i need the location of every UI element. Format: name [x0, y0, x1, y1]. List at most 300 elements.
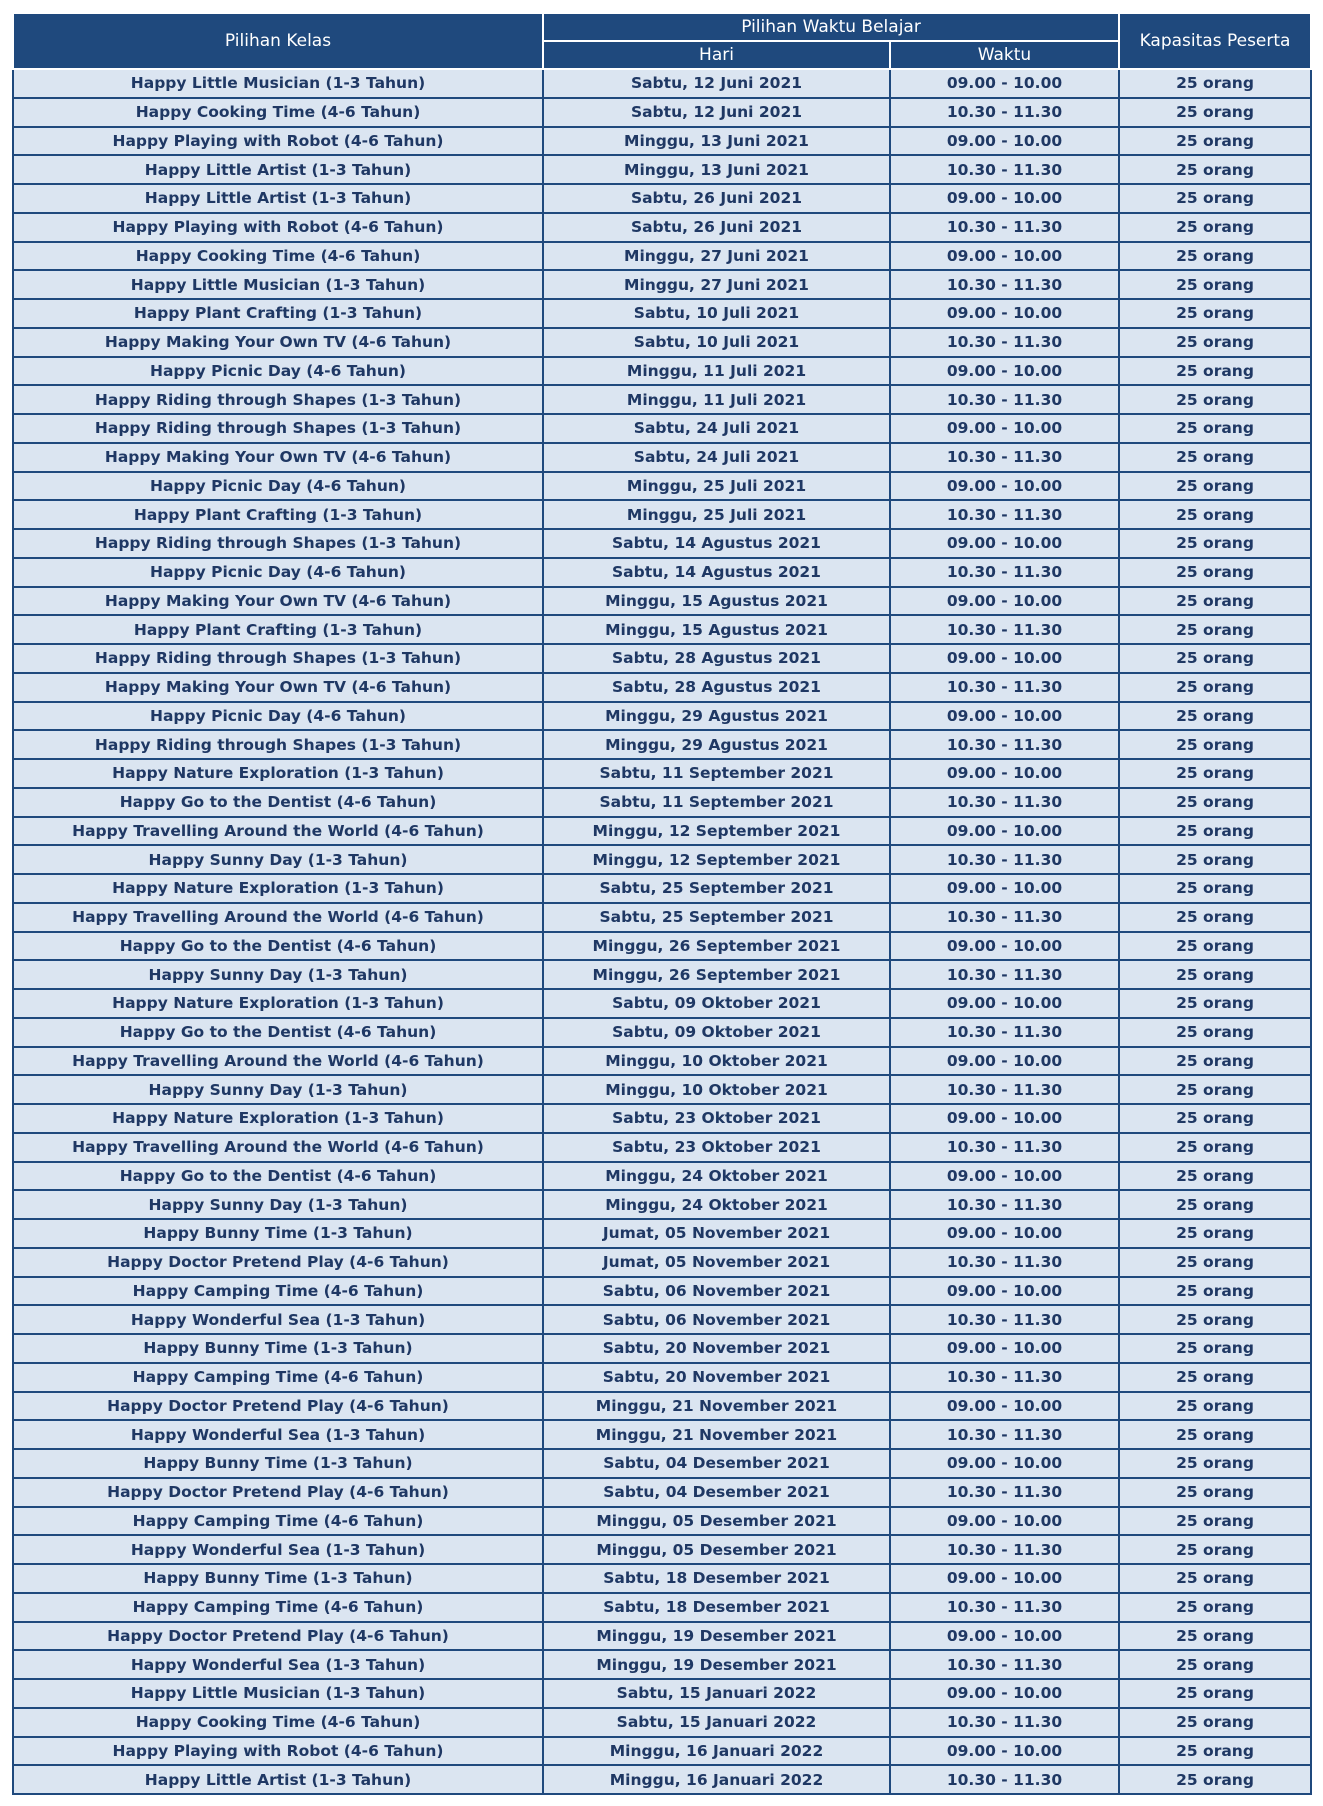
time-cell: 10.30 - 11.30 — [890, 1190, 1119, 1219]
class-name-cell: Happy Picnic Day (4-6 Tahun) — [13, 702, 543, 731]
day-cell: Minggu, 05 Desember 2021 — [543, 1535, 890, 1564]
time-cell: 09.00 - 10.00 — [890, 357, 1119, 386]
day-cell: Sabtu, 06 November 2021 — [543, 1305, 890, 1334]
class-name-cell: Happy Wonderful Sea (1-3 Tahun) — [13, 1650, 543, 1679]
capacity-cell: 25 orang — [1119, 1277, 1311, 1306]
capacity-cell: 25 orang — [1119, 558, 1311, 587]
day-cell: Minggu, 26 September 2021 — [543, 960, 890, 989]
class-name-cell: Happy Making Your Own TV (4-6 Tahun) — [13, 328, 543, 357]
table-row — [13, 903, 1311, 932]
time-cell: 09.00 - 10.00 — [890, 817, 1119, 846]
capacity-cell: 25 orang — [1119, 414, 1311, 443]
class-name-cell: Happy Doctor Pretend Play (4-6 Tahun) — [13, 1392, 543, 1421]
time-cell: 10.30 - 11.30 — [890, 270, 1119, 299]
day-cell: Minggu, 11 Juli 2021 — [543, 385, 890, 414]
table-row — [13, 1449, 1311, 1478]
class-name-cell: Happy Wonderful Sea (1-3 Tahun) — [13, 1420, 543, 1449]
capacity-cell: 25 orang — [1119, 587, 1311, 616]
day-cell: Sabtu, 04 Desember 2021 — [543, 1478, 890, 1507]
table-row — [13, 788, 1311, 817]
time-cell: 09.00 - 10.00 — [890, 702, 1119, 731]
schedule-table — [12, 12, 1312, 1795]
class-name-cell: Happy Sunny Day (1-3 Tahun) — [13, 960, 543, 989]
day-cell: Sabtu, 04 Desember 2021 — [543, 1449, 890, 1478]
time-cell: 09.00 - 10.00 — [890, 1047, 1119, 1076]
capacity-cell: 25 orang — [1119, 989, 1311, 1018]
day-cell: Sabtu, 25 September 2021 — [543, 874, 890, 903]
time-cell: 09.00 - 10.00 — [890, 414, 1119, 443]
class-name-cell: Happy Plant Crafting (1-3 Tahun) — [13, 299, 543, 328]
day-cell: Minggu, 24 Oktober 2021 — [543, 1190, 890, 1219]
class-name-cell: Happy Sunny Day (1-3 Tahun) — [13, 1075, 543, 1104]
table-body — [13, 69, 1311, 1794]
capacity-cell: 25 orang — [1119, 357, 1311, 386]
capacity-cell: 25 orang — [1119, 644, 1311, 673]
day-cell: Sabtu, 06 November 2021 — [543, 1277, 890, 1306]
class-name-cell: Happy Riding through Shapes (1-3 Tahun) — [13, 730, 543, 759]
day-cell: Minggu, 15 Agustus 2021 — [543, 615, 890, 644]
capacity-cell: 25 orang — [1119, 673, 1311, 702]
table-row — [13, 730, 1311, 759]
capacity-cell: 25 orang — [1119, 1219, 1311, 1248]
capacity-cell: 25 orang — [1119, 817, 1311, 846]
time-cell: 09.00 - 10.00 — [890, 1392, 1119, 1421]
table-row — [13, 1420, 1311, 1449]
table-row — [13, 1248, 1311, 1277]
class-name-cell: Happy Playing with Robot (4-6 Tahun) — [13, 127, 543, 156]
day-cell: Sabtu, 28 Agustus 2021 — [543, 673, 890, 702]
day-cell: Minggu, 15 Agustus 2021 — [543, 587, 890, 616]
time-cell: 09.00 - 10.00 — [890, 1277, 1119, 1306]
class-name-cell: Happy Making Your Own TV (4-6 Tahun) — [13, 673, 543, 702]
capacity-cell: 25 orang — [1119, 1363, 1311, 1392]
capacity-cell: 25 orang — [1119, 1018, 1311, 1047]
capacity-cell: 25 orang — [1119, 1737, 1311, 1766]
time-cell: 09.00 - 10.00 — [890, 587, 1119, 616]
table-row — [13, 1650, 1311, 1679]
table-row — [13, 1334, 1311, 1363]
class-name-cell: Happy Camping Time (4-6 Tahun) — [13, 1593, 543, 1622]
time-cell: 09.00 - 10.00 — [890, 242, 1119, 271]
class-name-cell: Happy Playing with Robot (4-6 Tahun) — [13, 1737, 543, 1766]
table-row — [13, 673, 1311, 702]
day-cell: Minggu, 10 Oktober 2021 — [543, 1047, 890, 1076]
class-name-cell: Happy Little Musician (1-3 Tahun) — [13, 69, 543, 98]
day-cell: Jumat, 05 November 2021 — [543, 1248, 890, 1277]
table-row — [13, 558, 1311, 587]
class-name-cell: Happy Cooking Time (4-6 Tahun) — [13, 98, 543, 127]
table-row — [13, 299, 1311, 328]
day-cell: Minggu, 12 September 2021 — [543, 817, 890, 846]
time-cell: 10.30 - 11.30 — [890, 903, 1119, 932]
class-name-cell: Happy Playing with Robot (4-6 Tahun) — [13, 213, 543, 242]
class-name-cell: Happy Making Your Own TV (4-6 Tahun) — [13, 443, 543, 472]
capacity-cell: 25 orang — [1119, 1162, 1311, 1191]
table-row — [13, 127, 1311, 156]
time-cell: 10.30 - 11.30 — [890, 1363, 1119, 1392]
table-row — [13, 817, 1311, 846]
time-cell: 09.00 - 10.00 — [890, 1737, 1119, 1766]
table-row — [13, 1018, 1311, 1047]
capacity-cell: 25 orang — [1119, 788, 1311, 817]
day-cell: Sabtu, 20 November 2021 — [543, 1334, 890, 1363]
class-name-cell: Happy Go to the Dentist (4-6 Tahun) — [13, 788, 543, 817]
time-cell: 09.00 - 10.00 — [890, 1679, 1119, 1708]
table-row — [13, 1075, 1311, 1104]
capacity-cell: 25 orang — [1119, 1507, 1311, 1536]
time-cell: 10.30 - 11.30 — [890, 788, 1119, 817]
capacity-cell: 25 orang — [1119, 98, 1311, 127]
table-row — [13, 1363, 1311, 1392]
class-name-cell: Happy Go to the Dentist (4-6 Tahun) — [13, 932, 543, 961]
header-time: Waktu — [890, 41, 1119, 69]
day-cell: Sabtu, 23 Oktober 2021 — [543, 1104, 890, 1133]
day-cell: Minggu, 21 November 2021 — [543, 1392, 890, 1421]
time-cell: 10.30 - 11.30 — [890, 1133, 1119, 1162]
day-cell: Minggu, 16 Januari 2022 — [543, 1765, 890, 1794]
header-day: Hari — [543, 41, 890, 69]
time-cell: 09.00 - 10.00 — [890, 1449, 1119, 1478]
table-row — [13, 1478, 1311, 1507]
capacity-cell: 25 orang — [1119, 1535, 1311, 1564]
class-name-cell: Happy Little Musician (1-3 Tahun) — [13, 270, 543, 299]
table-row — [13, 1765, 1311, 1794]
capacity-cell: 25 orang — [1119, 472, 1311, 501]
time-cell: 10.30 - 11.30 — [890, 1593, 1119, 1622]
time-cell: 10.30 - 11.30 — [890, 385, 1119, 414]
time-cell: 09.00 - 10.00 — [890, 1219, 1119, 1248]
class-name-cell: Happy Cooking Time (4-6 Tahun) — [13, 242, 543, 271]
table-row — [13, 98, 1311, 127]
class-name-cell: Happy Picnic Day (4-6 Tahun) — [13, 357, 543, 386]
time-cell: 09.00 - 10.00 — [890, 644, 1119, 673]
capacity-cell: 25 orang — [1119, 1420, 1311, 1449]
capacity-cell: 25 orang — [1119, 1564, 1311, 1593]
day-cell: Minggu, 26 September 2021 — [543, 932, 890, 961]
class-name-cell: Happy Doctor Pretend Play (4-6 Tahun) — [13, 1622, 543, 1651]
class-name-cell: Happy Riding through Shapes (1-3 Tahun) — [13, 385, 543, 414]
table-row — [13, 414, 1311, 443]
class-name-cell: Happy Doctor Pretend Play (4-6 Tahun) — [13, 1248, 543, 1277]
capacity-cell: 25 orang — [1119, 270, 1311, 299]
day-cell: Sabtu, 26 Juni 2021 — [543, 213, 890, 242]
class-name-cell: Happy Riding through Shapes (1-3 Tahun) — [13, 644, 543, 673]
time-cell: 10.30 - 11.30 — [890, 558, 1119, 587]
capacity-cell: 25 orang — [1119, 1765, 1311, 1794]
time-cell: 09.00 - 10.00 — [890, 932, 1119, 961]
header-time-choice: Pilihan Waktu Belajar — [543, 13, 1119, 41]
day-cell: Sabtu, 24 Juli 2021 — [543, 443, 890, 472]
table-row — [13, 1219, 1311, 1248]
class-name-cell: Happy Little Musician (1-3 Tahun) — [13, 1679, 543, 1708]
day-cell: Sabtu, 09 Oktober 2021 — [543, 989, 890, 1018]
day-cell: Sabtu, 09 Oktober 2021 — [543, 1018, 890, 1047]
class-name-cell: Happy Nature Exploration (1-3 Tahun) — [13, 759, 543, 788]
class-name-cell: Happy Picnic Day (4-6 Tahun) — [13, 558, 543, 587]
capacity-cell: 25 orang — [1119, 1248, 1311, 1277]
class-name-cell: Happy Nature Exploration (1-3 Tahun) — [13, 989, 543, 1018]
day-cell: Minggu, 19 Desember 2021 — [543, 1650, 890, 1679]
capacity-cell: 25 orang — [1119, 615, 1311, 644]
capacity-cell: 25 orang — [1119, 155, 1311, 184]
capacity-cell: 25 orang — [1119, 1334, 1311, 1363]
day-cell: Jumat, 05 November 2021 — [543, 1219, 890, 1248]
table-row — [13, 1507, 1311, 1536]
capacity-cell: 25 orang — [1119, 1104, 1311, 1133]
table-row — [13, 989, 1311, 1018]
capacity-cell: 25 orang — [1119, 1622, 1311, 1651]
class-name-cell: Happy Plant Crafting (1-3 Tahun) — [13, 615, 543, 644]
capacity-cell: 25 orang — [1119, 1708, 1311, 1737]
day-cell: Sabtu, 12 Juni 2021 — [543, 69, 890, 98]
time-cell: 09.00 - 10.00 — [890, 1507, 1119, 1536]
time-cell: 09.00 - 10.00 — [890, 759, 1119, 788]
class-name-cell: Happy Picnic Day (4-6 Tahun) — [13, 472, 543, 501]
day-cell: Minggu, 13 Juni 2021 — [543, 155, 890, 184]
table-row — [13, 328, 1311, 357]
class-name-cell: Happy Camping Time (4-6 Tahun) — [13, 1363, 543, 1392]
table-row — [13, 472, 1311, 501]
time-cell: 09.00 - 10.00 — [890, 1564, 1119, 1593]
capacity-cell: 25 orang — [1119, 500, 1311, 529]
day-cell: Minggu, 12 September 2021 — [543, 845, 890, 874]
class-name-cell: Happy Bunny Time (1-3 Tahun) — [13, 1219, 543, 1248]
capacity-cell: 25 orang — [1119, 184, 1311, 213]
capacity-cell: 25 orang — [1119, 385, 1311, 414]
capacity-cell: 25 orang — [1119, 1593, 1311, 1622]
day-cell: Sabtu, 14 Agustus 2021 — [543, 529, 890, 558]
capacity-cell: 25 orang — [1119, 328, 1311, 357]
day-cell: Minggu, 29 Agustus 2021 — [543, 730, 890, 759]
table-row — [13, 1679, 1311, 1708]
time-cell: 09.00 - 10.00 — [890, 127, 1119, 156]
day-cell: Sabtu, 20 November 2021 — [543, 1363, 890, 1392]
time-cell: 09.00 - 10.00 — [890, 299, 1119, 328]
time-cell: 09.00 - 10.00 — [890, 1104, 1119, 1133]
time-cell: 09.00 - 10.00 — [890, 472, 1119, 501]
time-cell: 10.30 - 11.30 — [890, 1765, 1119, 1794]
table-row — [13, 500, 1311, 529]
table-row — [13, 1622, 1311, 1651]
capacity-cell: 25 orang — [1119, 127, 1311, 156]
day-cell: Minggu, 05 Desember 2021 — [543, 1507, 890, 1536]
capacity-cell: 25 orang — [1119, 529, 1311, 558]
schedule-table-container — [12, 12, 1310, 1795]
table-row — [13, 960, 1311, 989]
time-cell: 10.30 - 11.30 — [890, 1248, 1119, 1277]
table-row — [13, 644, 1311, 673]
capacity-cell: 25 orang — [1119, 845, 1311, 874]
time-cell: 10.30 - 11.30 — [890, 500, 1119, 529]
class-name-cell: Happy Riding through Shapes (1-3 Tahun) — [13, 414, 543, 443]
time-cell: 09.00 - 10.00 — [890, 989, 1119, 1018]
class-name-cell: Happy Bunny Time (1-3 Tahun) — [13, 1334, 543, 1363]
time-cell: 10.30 - 11.30 — [890, 1018, 1119, 1047]
table-row — [13, 615, 1311, 644]
header-capacity: Kapasitas Peserta — [1119, 13, 1311, 69]
class-name-cell: Happy Little Artist (1-3 Tahun) — [13, 184, 543, 213]
capacity-cell: 25 orang — [1119, 1190, 1311, 1219]
class-name-cell: Happy Bunny Time (1-3 Tahun) — [13, 1449, 543, 1478]
day-cell: Sabtu, 11 September 2021 — [543, 759, 890, 788]
day-cell: Sabtu, 18 Desember 2021 — [543, 1593, 890, 1622]
capacity-cell: 25 orang — [1119, 1679, 1311, 1708]
day-cell: Sabtu, 15 Januari 2022 — [543, 1708, 890, 1737]
capacity-cell: 25 orang — [1119, 702, 1311, 731]
table-row — [13, 1305, 1311, 1334]
time-cell: 09.00 - 10.00 — [890, 1334, 1119, 1363]
table-row — [13, 1564, 1311, 1593]
day-cell: Minggu, 24 Oktober 2021 — [543, 1162, 890, 1191]
time-cell: 10.30 - 11.30 — [890, 443, 1119, 472]
class-name-cell: Happy Nature Exploration (1-3 Tahun) — [13, 1104, 543, 1133]
time-cell: 10.30 - 11.30 — [890, 98, 1119, 127]
table-row — [13, 759, 1311, 788]
header-class-choice: Pilihan Kelas — [13, 13, 543, 69]
table-row — [13, 443, 1311, 472]
capacity-cell: 25 orang — [1119, 69, 1311, 98]
table-row — [13, 213, 1311, 242]
time-cell: 09.00 - 10.00 — [890, 184, 1119, 213]
day-cell: Minggu, 29 Agustus 2021 — [543, 702, 890, 731]
class-name-cell: Happy Camping Time (4-6 Tahun) — [13, 1277, 543, 1306]
class-name-cell: Happy Doctor Pretend Play (4-6 Tahun) — [13, 1478, 543, 1507]
class-name-cell: Happy Little Artist (1-3 Tahun) — [13, 1765, 543, 1794]
time-cell: 10.30 - 11.30 — [890, 155, 1119, 184]
capacity-cell: 25 orang — [1119, 443, 1311, 472]
day-cell: Sabtu, 18 Desember 2021 — [543, 1564, 890, 1593]
day-cell: Sabtu, 10 Juli 2021 — [543, 299, 890, 328]
table-row — [13, 874, 1311, 903]
table-row — [13, 587, 1311, 616]
time-cell: 10.30 - 11.30 — [890, 1535, 1119, 1564]
time-cell: 10.30 - 11.30 — [890, 730, 1119, 759]
capacity-cell: 25 orang — [1119, 242, 1311, 271]
day-cell: Minggu, 10 Oktober 2021 — [543, 1075, 890, 1104]
time-cell: 10.30 - 11.30 — [890, 1650, 1119, 1679]
class-name-cell: Happy Go to the Dentist (4-6 Tahun) — [13, 1162, 543, 1191]
class-name-cell: Happy Camping Time (4-6 Tahun) — [13, 1507, 543, 1536]
table-row — [13, 932, 1311, 961]
capacity-cell: 25 orang — [1119, 1650, 1311, 1679]
table-header — [13, 13, 1311, 69]
class-name-cell: Happy Nature Exploration (1-3 Tahun) — [13, 874, 543, 903]
class-name-cell: Happy Travelling Around the World (4-6 Tahun) — [13, 1047, 543, 1076]
table-row — [13, 385, 1311, 414]
day-cell: Sabtu, 28 Agustus 2021 — [543, 644, 890, 673]
day-cell: Sabtu, 26 Juni 2021 — [543, 184, 890, 213]
class-name-cell: Happy Sunny Day (1-3 Tahun) — [13, 845, 543, 874]
class-name-cell: Happy Wonderful Sea (1-3 Tahun) — [13, 1305, 543, 1334]
capacity-cell: 25 orang — [1119, 1392, 1311, 1421]
time-cell: 10.30 - 11.30 — [890, 615, 1119, 644]
table-row — [13, 242, 1311, 271]
time-cell: 09.00 - 10.00 — [890, 1162, 1119, 1191]
capacity-cell: 25 orang — [1119, 1133, 1311, 1162]
capacity-cell: 25 orang — [1119, 1449, 1311, 1478]
class-name-cell: Happy Travelling Around the World (4-6 Tahun) — [13, 903, 543, 932]
time-cell: 10.30 - 11.30 — [890, 1420, 1119, 1449]
class-name-cell: Happy Bunny Time (1-3 Tahun) — [13, 1564, 543, 1593]
day-cell: Minggu, 25 Juli 2021 — [543, 500, 890, 529]
day-cell: Sabtu, 11 September 2021 — [543, 788, 890, 817]
capacity-cell: 25 orang — [1119, 299, 1311, 328]
class-name-cell: Happy Wonderful Sea (1-3 Tahun) — [13, 1535, 543, 1564]
day-cell: Sabtu, 10 Juli 2021 — [543, 328, 890, 357]
class-name-cell: Happy Go to the Dentist (4-6 Tahun) — [13, 1018, 543, 1047]
table-row — [13, 1104, 1311, 1133]
table-row — [13, 1535, 1311, 1564]
table-row — [13, 1392, 1311, 1421]
time-cell: 10.30 - 11.30 — [890, 1305, 1119, 1334]
table-row — [13, 1593, 1311, 1622]
day-cell: Minggu, 27 Juni 2021 — [543, 270, 890, 299]
capacity-cell: 25 orang — [1119, 1478, 1311, 1507]
table-row — [13, 529, 1311, 558]
time-cell: 09.00 - 10.00 — [890, 874, 1119, 903]
day-cell: Minggu, 27 Juni 2021 — [543, 242, 890, 271]
table-row — [13, 69, 1311, 98]
class-name-cell: Happy Sunny Day (1-3 Tahun) — [13, 1190, 543, 1219]
class-name-cell: Happy Little Artist (1-3 Tahun) — [13, 155, 543, 184]
time-cell: 10.30 - 11.30 — [890, 845, 1119, 874]
day-cell: Minggu, 19 Desember 2021 — [543, 1622, 890, 1651]
time-cell: 09.00 - 10.00 — [890, 1622, 1119, 1651]
table-row — [13, 1708, 1311, 1737]
day-cell: Minggu, 11 Juli 2021 — [543, 357, 890, 386]
time-cell: 10.30 - 11.30 — [890, 960, 1119, 989]
class-name-cell: Happy Making Your Own TV (4-6 Tahun) — [13, 587, 543, 616]
time-cell: 10.30 - 11.30 — [890, 1708, 1119, 1737]
table-row — [13, 702, 1311, 731]
time-cell: 09.00 - 10.00 — [890, 529, 1119, 558]
table-row — [13, 1162, 1311, 1191]
class-name-cell: Happy Travelling Around the World (4-6 Tahun) — [13, 1133, 543, 1162]
time-cell: 10.30 - 11.30 — [890, 213, 1119, 242]
class-name-cell: Happy Riding through Shapes (1-3 Tahun) — [13, 529, 543, 558]
class-name-cell: Happy Plant Crafting (1-3 Tahun) — [13, 500, 543, 529]
time-cell: 10.30 - 11.30 — [890, 673, 1119, 702]
table-row — [13, 270, 1311, 299]
capacity-cell: 25 orang — [1119, 213, 1311, 242]
time-cell: 10.30 - 11.30 — [890, 1478, 1119, 1507]
time-cell: 10.30 - 11.30 — [890, 328, 1119, 357]
day-cell: Sabtu, 25 September 2021 — [543, 903, 890, 932]
capacity-cell: 25 orang — [1119, 1305, 1311, 1334]
day-cell: Sabtu, 24 Juli 2021 — [543, 414, 890, 443]
capacity-cell: 25 orang — [1119, 903, 1311, 932]
day-cell: Sabtu, 12 Juni 2021 — [543, 98, 890, 127]
capacity-cell: 25 orang — [1119, 960, 1311, 989]
day-cell: Minggu, 25 Juli 2021 — [543, 472, 890, 501]
table-row — [13, 1133, 1311, 1162]
class-name-cell: Happy Cooking Time (4-6 Tahun) — [13, 1708, 543, 1737]
day-cell: Minggu, 16 Januari 2022 — [543, 1737, 890, 1766]
table-row — [13, 845, 1311, 874]
day-cell: Sabtu, 23 Oktober 2021 — [543, 1133, 890, 1162]
day-cell: Minggu, 21 November 2021 — [543, 1420, 890, 1449]
table-row — [13, 357, 1311, 386]
day-cell: Minggu, 13 Juni 2021 — [543, 127, 890, 156]
table-row — [13, 1737, 1311, 1766]
table-row — [13, 155, 1311, 184]
capacity-cell: 25 orang — [1119, 1075, 1311, 1104]
capacity-cell: 25 orang — [1119, 932, 1311, 961]
class-name-cell: Happy Travelling Around the World (4-6 Tahun) — [13, 817, 543, 846]
capacity-cell: 25 orang — [1119, 1047, 1311, 1076]
table-row — [13, 184, 1311, 213]
table-row — [13, 1277, 1311, 1306]
